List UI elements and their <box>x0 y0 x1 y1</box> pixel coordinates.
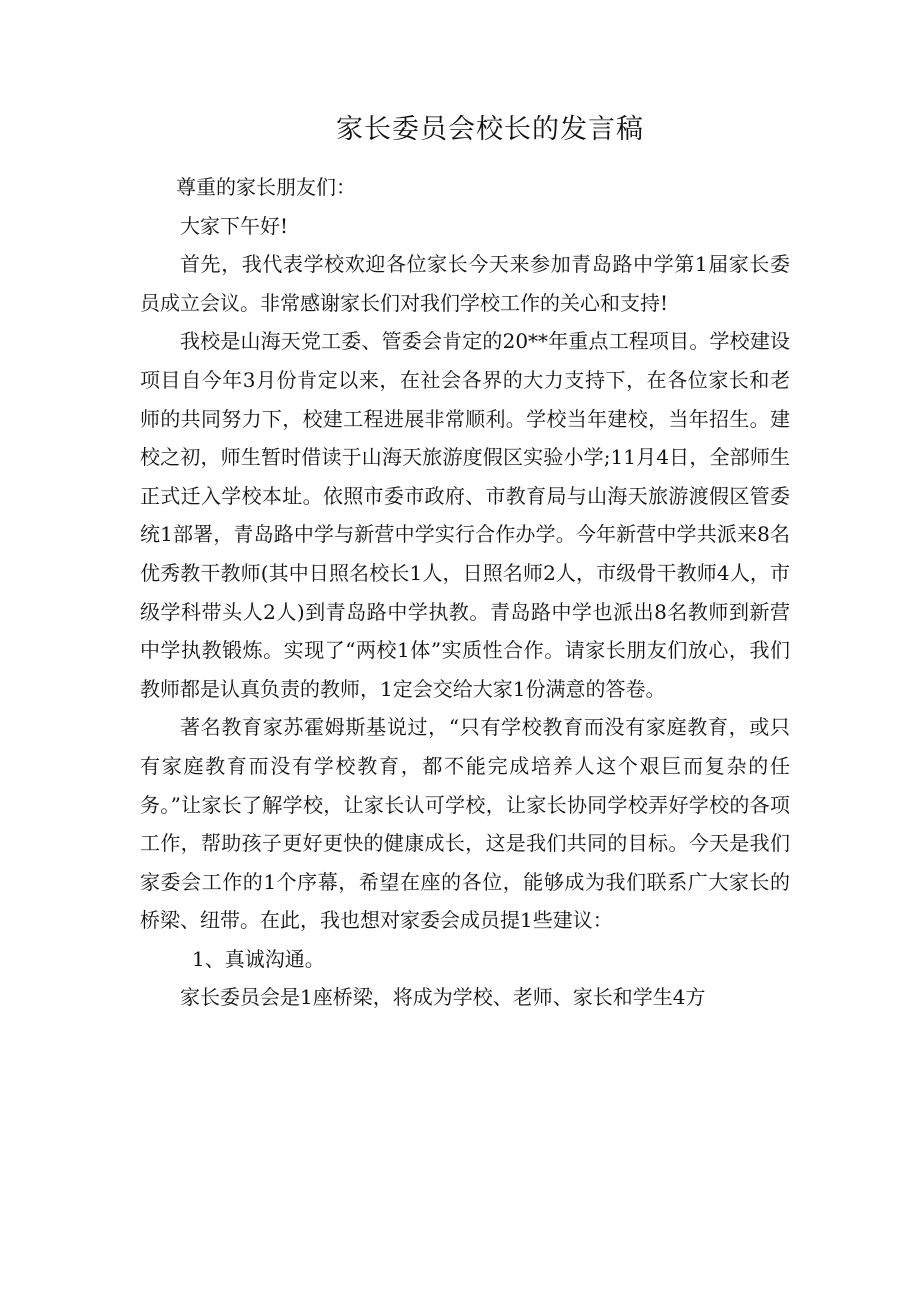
item-heading: 1、真诚沟通。 <box>192 946 325 971</box>
document-title: 家长委员会校长的发言稿 <box>336 114 644 145</box>
paragraph-school-intro: 我校是山海天党工委、管委会肯定的20**年重点工程项目。学校建设项目自今年3月份肯定以来，在社会各界的大力支持下，在各位家长和老师的共同努力下，校建工程进展非常顺利。学校当年建校，当年招生。建校之初，师生暂时借读于山海天旅游度假区实验小学;11月4日，全部师生正式迁入学校本址。依照市委市政府、市教育局与山海天旅游渡假区管委统1部署，青岛路中学与新营中学实行合作办学。今年新营中学共派来8名优秀教干教师(其中日照名校长1人，日照名师2人，市级骨干教师4人，市级学科带头人2人)到青岛路中学执教。青岛路中学也派出8名教师到新营中学执教锻炼。实现了“两校1体”实质性合作。请家长朋友们放心，我们教师都是认真负责的教师，1定会交给大家1份满意的答卷。 <box>140 329 790 701</box>
document-body <box>140 168 790 1017</box>
paragraph-bridge: 家长委员会是1座桥梁，将成为学校、老师、家长和学生4方 <box>180 985 706 1010</box>
greeting: 大家下午好! <box>180 213 289 238</box>
paragraph-welcome: 首先，我代表学校欢迎各位家长今天来参加青岛路中学第1届家长委员成立会议。非常感谢家长们对我们学校工作的关心和支持! <box>140 252 790 315</box>
paragraph-education-quote: 著名教育家苏霍姆斯基说过，“只有学校教育而没有家庭教育，或只有家庭教育而没有学校教育，都不能完成培养人这个艰巨而复杂的任务。”让家长了解学校，让家长认可学校，让家长协同学校弄好学校的各项工作，帮助孩子更好更快的健康成长，这是我们共同的目标。今天是我们家委会工作的1个序幕，希望在座的各位，能够成为我们联系广大家长的桥梁、纽带。在此，我也想对家委会成员提1些建议： <box>140 715 790 933</box>
salutation: 尊重的家长朋友们： <box>176 175 356 199</box>
